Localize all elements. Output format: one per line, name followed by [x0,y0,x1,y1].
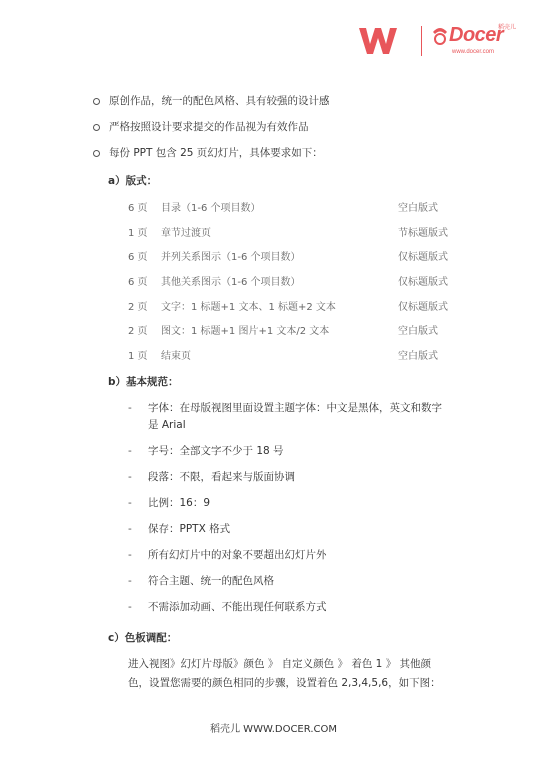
page-content: 章节过渡页 [161,227,211,239]
rules-list [128,400,468,625]
rule-text-continued: 是 Arial [148,419,186,431]
wps-w-logo-icon [357,24,399,58]
list-item [128,400,468,434]
bullet-text: 原创作品，统一的配色风格、具有较强的设计感 [109,95,330,107]
bullet-text: 每份 PPT 包含 25 页幻灯片，具体要求如下： [109,147,323,159]
table-row [128,322,458,347]
rule-text: 保存：PPTX 格式 [148,523,231,535]
color-instructions [128,655,468,693]
bullet-circle-icon [93,98,100,105]
bullet-circle-icon [93,150,100,157]
table-row [128,273,458,298]
color-instructions-line: 进入视图》幻灯片母版》颜色 》 自定义颜色 》 着色 1 》 其他颜 [128,658,432,670]
bullet-circle-icon [93,124,100,131]
docer-cn-label: 稻壳儿 [498,24,517,31]
dash-marker: - [128,601,132,613]
page-content: 其他关系图示（1-6 个项目数） [161,277,301,289]
page-content: 图文：1 标题+1 图片+1 文本/2 文本 [161,326,330,338]
page-layout: 节标题版式 [398,227,448,239]
table-row [128,248,458,273]
logo-divider [421,26,422,56]
section-c-title: c）色板调配： [108,632,178,644]
section-a-title: a）版式： [108,175,158,187]
table-row [128,199,458,224]
rule-text: 比例：16：9 [148,497,211,509]
dash-marker: - [128,471,132,483]
page-count: 1 页 [128,351,148,363]
page-layout: 仅标题版式 [398,301,448,313]
dash-marker: - [128,402,132,414]
list-item [128,443,468,460]
page-count: 6 页 [128,252,148,264]
page-count: 2 页 [128,301,148,313]
page-layout: 仅标题版式 [398,277,448,289]
table-row [128,347,458,372]
list-item [93,94,330,108]
rule-text: 不需添加动画、不能出现任何联系方式 [148,601,327,613]
list-item [128,495,468,512]
page-content: 结束页 [161,351,191,363]
dash-marker: - [128,549,132,561]
page-count: 6 页 [128,203,148,214]
rule-text: 字号：全部文字不少于 18 号 [148,445,284,457]
list-item [128,547,468,564]
page-content: 文字：1 标题+1 文本、1 标题+2 文本 [161,301,336,313]
bullet-text: 严格按照设计要求提交的作品视为有效作品 [109,121,309,133]
dash-marker: - [128,445,132,457]
rule-text: 段落：不限，看起来与版面协调 [148,471,295,483]
rule-text: 字体：在母版视图里面设置主题字体：中文是黑体，英文和数字 [148,402,442,414]
page-layout: 空白版式 [398,203,438,214]
docer-wordmark: Docer [449,24,504,46]
header-logos [357,22,527,62]
page-layout: 仅标题版式 [398,252,448,264]
page-count: 2 页 [128,326,148,338]
layout-table [128,199,458,372]
page-layout: 空白版式 [398,351,438,363]
list-item [128,573,468,590]
page-content: 目录（1-6 个项目数） [161,203,261,214]
intro-bullet-list [93,94,330,172]
rule-text: 符合主题、统一的配色风格 [148,575,274,587]
rule-text: 所有幻灯片中的对象不要超出幻灯片外 [148,549,327,561]
list-item [128,521,468,538]
list-item [93,120,330,134]
page-count: 1 页 [128,227,148,239]
page-footer: 稻壳儿 WWW.DOCER.COM [210,724,337,735]
page-content: 并列关系图示（1-6 个项目数） [161,252,301,264]
dash-marker: - [128,523,132,535]
section-b-title: b）基本规范： [108,376,179,388]
dash-marker: - [128,497,132,509]
list-item [128,469,468,486]
page-layout: 空白版式 [398,326,438,338]
docer-hat-icon [429,22,451,46]
color-instructions-line: 色，设置您需要的颜色相同的步骤，设置着色 2,3,4,5,6，如下图： [128,677,441,689]
docer-url: www.docer.com [452,49,495,55]
dash-marker: - [128,575,132,587]
page-count: 6 页 [128,277,148,289]
list-item [93,146,330,160]
table-row [128,224,458,249]
list-item [128,599,468,616]
table-row [128,298,458,323]
